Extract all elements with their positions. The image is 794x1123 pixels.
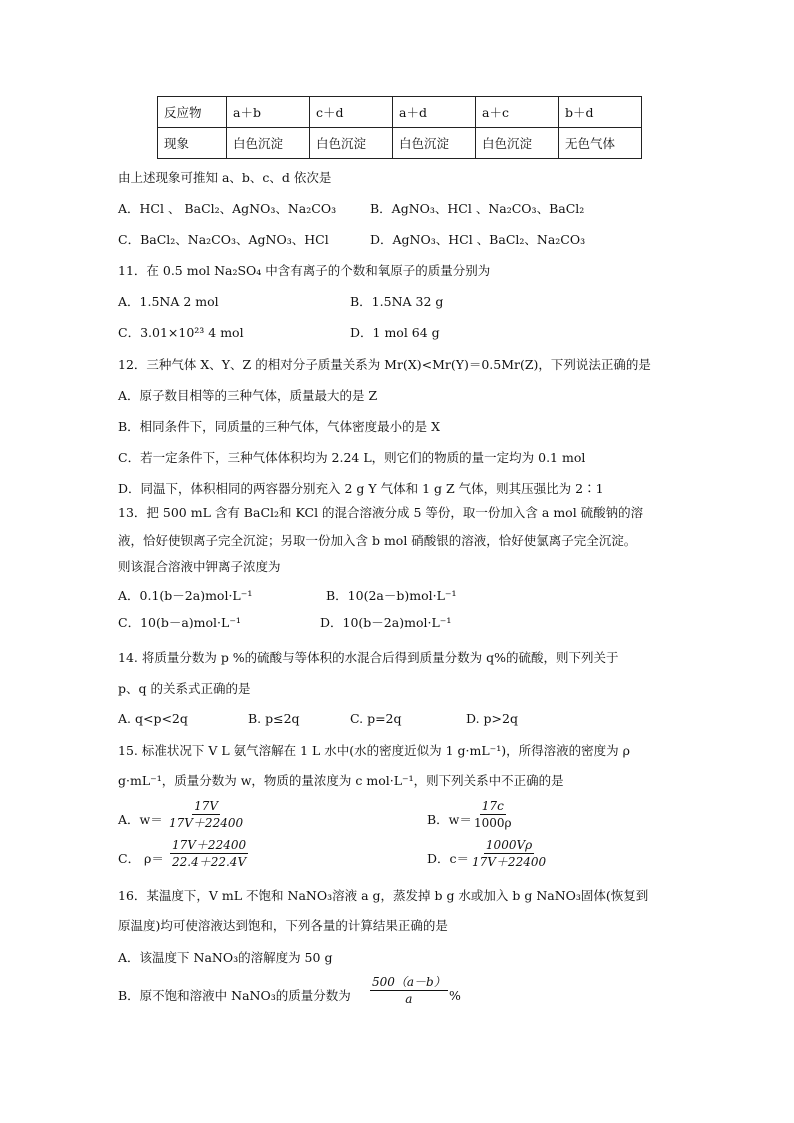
q16-option-b-label: B．原不饱和溶液中 NaNO₃的质量分数为 [118,988,351,1003]
q11-option-b: B．1.5NA 32 g [350,294,444,309]
table-cell: 白色沉淀 [393,128,476,159]
q14-option-d: D. p>2q [466,711,518,726]
table-cell: 反应物 [158,97,227,128]
table-cell: 白色沉淀 [310,128,393,159]
q10-option-d: D．AgNO₃、HCl 、BaCl₂、Na₂CO₃ [370,232,586,247]
q12-stem: 12．三种气体 X、Y、Z 的相对分子质量关系为 Mr(X)<Mr(Y)＝0.5Mr(Z)，下列说法正确的是 [118,357,651,372]
table-cell: 白色沉淀 [476,128,559,159]
q13-option-a: A．0.1(b－2a)mol·L⁻¹ [118,588,253,603]
q15-option-b-fraction [472,799,514,830]
table-row [158,128,642,159]
q16-option-b-percent: % [449,988,461,1003]
q14-option-b: B. p≤2q [248,711,300,726]
table-row [158,97,642,128]
q13-option-d: D．10(b－2a)mol·L⁻¹ [320,615,452,630]
table-cell: 无色气体 [559,128,642,159]
table-cell: b＋d [559,97,642,128]
q11-option-a: A．1.5NA 2 mol [118,294,219,309]
q15-line2: g·mL⁻¹，质量分数为 w，物质的量浓度为 c mol·L⁻¹，则下列关系中不正确的是 [118,773,564,788]
fraction-denominator: 1000ρ [474,816,512,830]
q16-option-b-fraction [370,975,448,1006]
table-cell: a＋b [227,97,310,128]
q15-option-d-fraction [470,838,548,869]
fraction-numerator: 500（a－b） [372,975,446,989]
q15-line1: 15. 标准状况下 V L 氨气溶解在 1 L 水中(水的密度近似为 1 g·mL⁻¹)，所得溶液的密度为 ρ [118,743,630,758]
fraction-denominator: 17V＋22400 [472,855,547,869]
q14-line1: 14. 将质量分数为 p %的硫酸与等体积的水混合后得到质量分数为 q%的硫酸，则下列关于 [118,650,619,665]
fraction-numerator: 17V [194,799,219,813]
table-cell: 白色沉淀 [227,128,310,159]
q15-option-a-fraction [167,799,245,830]
q15-option-b-label: B．w＝ [427,812,472,827]
fraction-denominator: 22.4＋22.4V [172,855,247,869]
q10-option-c: C．BaCl₂、Na₂CO₃、AgNO₃、HCl [118,232,329,247]
q10-option-a: A．HCl 、 BaCl₂、AgNO₃、Na₂CO₃ [118,201,337,216]
q16-line1: 16．某温度下，V mL 不饱和 NaNO₃溶液 a g，蒸发掉 b g 水或加入 b g NaNO₃固体(恢复到 [118,888,649,903]
table-cell: a＋c [476,97,559,128]
q11-stem: 11．在 0.5 mol Na₂SO₄ 中含有离子的个数和氧原子的质量分别为 [118,263,491,278]
q12-option-a: A．原子数目相等的三种气体，质量最大的是 Z [118,388,378,403]
q10-option-b: B．AgNO₃、HCl 、Na₂CO₃、BaCl₂ [370,201,585,216]
q13-line2: 液，恰好使钡离子完全沉淀；另取一份加入含 b mol 硝酸银的溶液，恰好使氯离子完全沉淀。 [118,533,637,548]
q14-line2: p、q 的关系式正确的是 [118,681,251,696]
q12-option-c: C．若一定条件下，三种气体体积均为 2.24 L，则它们的物质的量一定均为 0.1 mol [118,450,586,465]
q16-line2: 原温度)均可使溶液达到饱和，下列各量的计算结果正确的是 [118,918,448,933]
q15-option-c-label: C． ρ＝ [118,851,164,866]
q14-option-c: C. p=2q [350,711,402,726]
fraction-numerator: 17V＋22400 [172,838,247,852]
q13-option-b: B．10(2a－b)mol·L⁻¹ [326,588,457,603]
q15-option-c-fraction [170,838,248,869]
q16-option-a: A．该温度下 NaNO₃的溶解度为 50 g [118,950,333,965]
q12-option-b: B．相同条件下，同质量的三种气体，气体密度最小的是 X [118,419,441,434]
fraction-denominator: a [405,992,413,1006]
fraction-numerator: 17c [481,799,504,813]
q13-line3: 则该混合溶液中钾离子浓度为 [118,559,281,574]
fraction-numerator: 1000Vρ [485,838,533,852]
q11-option-d: D．1 mol 64 g [350,325,440,340]
q11-option-c: C．3.01×10²³ 4 mol [118,325,244,340]
q15-option-d-label: D．c＝ [427,851,470,866]
observation-table [157,96,642,159]
q13-line1: 13．把 500 mL 含有 BaCl₂和 KCl 的混合溶液分成 5 等份，取一份加入含 a mol 硫酸钠的溶 [118,505,644,520]
fraction-denominator: 17V＋22400 [169,816,244,830]
q10-stem: 由上述现象可推知 a、b、c、d 依次是 [118,170,332,185]
table-cell: c＋d [310,97,393,128]
q12-option-d: D．同温下，体积相同的两容器分别充入 2 g Y 气体和 1 g Z 气体，则其压强比为 2∶1 [118,481,604,496]
table-cell: 现象 [158,128,227,159]
table-cell: a＋d [393,97,476,128]
q13-option-c: C．10(b－a)mol·L⁻¹ [118,615,241,630]
q15-option-a-label: A．w＝ [118,812,163,827]
q14-option-a: A. q<p<2q [118,711,188,726]
